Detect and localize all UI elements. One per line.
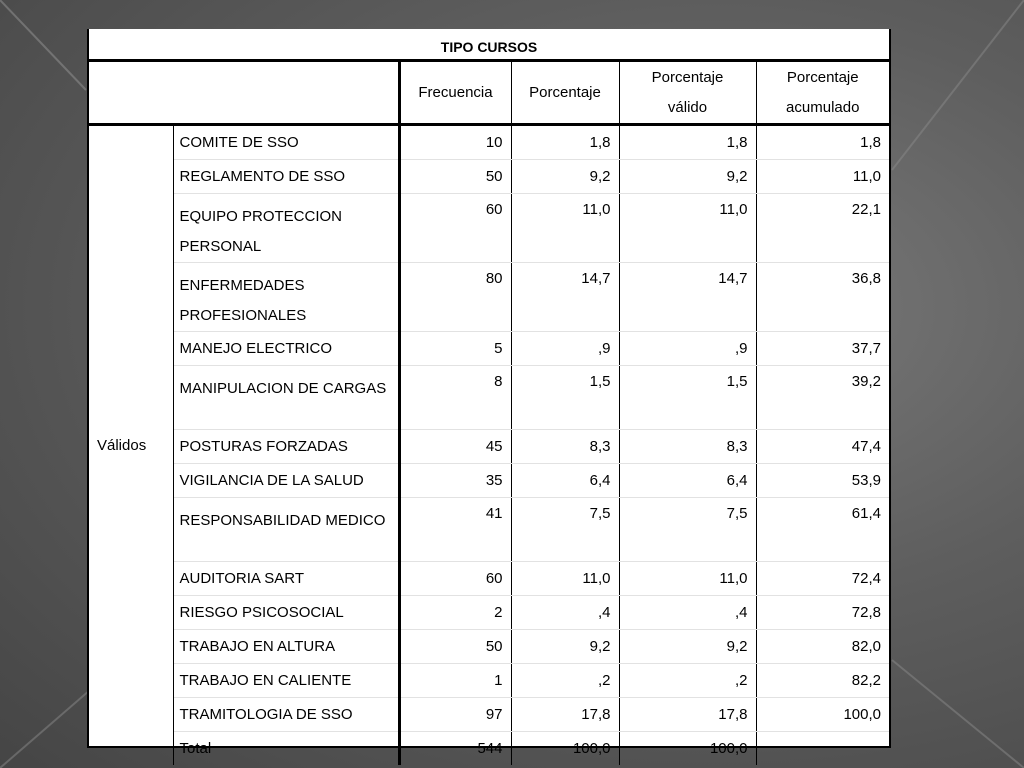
cell-porcentaje: 11,0 (511, 562, 619, 596)
row-label: EQUIPO PROTECCION PERSONAL (173, 194, 399, 263)
header-porcentaje-valido (619, 61, 756, 125)
cell-frecuencia: 80 (399, 263, 511, 332)
cell-porcentaje-acumulado: 61,4 (756, 498, 889, 562)
header-frecuencia: Frecuencia (399, 61, 511, 125)
cell-porcentaje: ,4 (511, 596, 619, 630)
cell-frecuencia-total: 544 (399, 732, 511, 766)
group-label-validos: Válidos (89, 125, 173, 766)
cell-porcentaje-acumulado: 82,0 (756, 630, 889, 664)
row-label: MANEJO ELECTRICO (173, 332, 399, 366)
cell-porcentaje: 1,5 (511, 366, 619, 430)
cell-frecuencia: 60 (399, 194, 511, 263)
cell-porcentaje: 9,2 (511, 160, 619, 194)
cell-porcentaje-valido: 1,5 (619, 366, 756, 430)
cell-porcentaje: 9,2 (511, 630, 619, 664)
cell-porcentaje-acumulado: 1,8 (756, 125, 889, 160)
frequency-table-card (87, 29, 891, 757)
frequency-table (89, 59, 889, 765)
header-porcentaje-valido-line1: Porcentaje (651, 68, 724, 86)
header-porcentaje-acumulado-line1: Porcentaje (786, 68, 859, 86)
cell-frecuencia: 60 (399, 562, 511, 596)
row-label: VIGILANCIA DE LA SALUD (173, 464, 399, 498)
cell-porcentaje-acumulado: 72,4 (756, 562, 889, 596)
cell-porcentaje-valido: 1,8 (619, 125, 756, 160)
table-title: TIPO CURSOS (440, 39, 538, 55)
cell-porcentaje-valido: 8,3 (619, 430, 756, 464)
row-label: RESPONSABILIDAD MEDICO (173, 498, 399, 562)
header-corner (89, 61, 399, 125)
cell-porcentaje-valido: 14,7 (619, 263, 756, 332)
table-body (89, 125, 889, 766)
cell-porcentaje-acumulado: 82,2 (756, 664, 889, 698)
cell-frecuencia: 8 (399, 366, 511, 430)
row-label: COMITE DE SSO (173, 125, 399, 160)
cell-porcentaje: ,2 (511, 664, 619, 698)
row-label: MANIPULACION DE CARGAS (173, 366, 399, 430)
row-label: TRAMITOLOGIA DE SSO (173, 698, 399, 732)
cell-porcentaje: 8,3 (511, 430, 619, 464)
header-porcentaje-valido-line2: válido (667, 98, 708, 116)
cell-porcentaje-valido: ,4 (619, 596, 756, 630)
cell-porcentaje: 14,7 (511, 263, 619, 332)
cell-porcentaje-acumulado: 37,7 (756, 332, 889, 366)
cell-porcentaje: 7,5 (511, 498, 619, 562)
row-label: RIESGO PSICOSOCIAL (173, 596, 399, 630)
cell-porcentaje-acumulado: 36,8 (756, 263, 889, 332)
cell-frecuencia: 10 (399, 125, 511, 160)
header-porcentaje-acumulado-line2: acumulado (786, 98, 860, 116)
cell-porcentaje: 11,0 (511, 194, 619, 263)
cell-porcentaje-acumulado: 11,0 (756, 160, 889, 194)
header-row (89, 61, 889, 125)
row-label-total: Total (173, 732, 399, 766)
cell-porcentaje-acumulado: 100,0 (756, 698, 889, 732)
cell-porcentaje-valido-total: 100,0 (619, 732, 756, 766)
cell-frecuencia: 50 (399, 630, 511, 664)
cell-porcentaje: 6,4 (511, 464, 619, 498)
cell-frecuencia: 50 (399, 160, 511, 194)
cell-porcentaje: 17,8 (511, 698, 619, 732)
cell-frecuencia: 35 (399, 464, 511, 498)
cell-porcentaje-valido: ,9 (619, 332, 756, 366)
cell-porcentaje-valido: ,2 (619, 664, 756, 698)
row-label: REGLAMENTO DE SSO (173, 160, 399, 194)
cell-frecuencia: 45 (399, 430, 511, 464)
cell-frecuencia: 97 (399, 698, 511, 732)
cell-porcentaje-valido: 11,0 (619, 562, 756, 596)
cell-porcentaje-valido: 6,4 (619, 464, 756, 498)
row-label: TRABAJO EN ALTURA (173, 630, 399, 664)
cell-porcentaje-acumulado: 53,9 (756, 464, 889, 498)
header-porcentaje: Porcentaje (511, 61, 619, 125)
cell-porcentaje-acumulado: 39,2 (756, 366, 889, 430)
cell-frecuencia: 41 (399, 498, 511, 562)
row-label: ENFERMEDADES PROFESIONALES (173, 263, 399, 332)
cell-porcentaje-total: 100,0 (511, 732, 619, 766)
cell-porcentaje: ,9 (511, 332, 619, 366)
cell-porcentaje-valido: 11,0 (619, 194, 756, 263)
cell-porcentaje-valido: 17,8 (619, 698, 756, 732)
cell-frecuencia: 5 (399, 332, 511, 366)
cell-porcentaje-acumulado: 72,8 (756, 596, 889, 630)
cell-porcentaje-acumulado-total (756, 732, 889, 766)
cell-porcentaje-valido: 9,2 (619, 160, 756, 194)
cell-porcentaje-valido: 7,5 (619, 498, 756, 562)
cell-porcentaje-acumulado: 22,1 (756, 194, 889, 263)
row-label: AUDITORIA SART (173, 562, 399, 596)
cell-porcentaje-acumulado: 47,4 (756, 430, 889, 464)
cell-porcentaje-valido: 9,2 (619, 630, 756, 664)
row-label: POSTURAS FORZADAS (173, 430, 399, 464)
header-porcentaje-acumulado (756, 61, 889, 125)
row-label: TRABAJO EN CALIENTE (173, 664, 399, 698)
cell-frecuencia: 1 (399, 664, 511, 698)
cell-porcentaje: 1,8 (511, 125, 619, 160)
cell-frecuencia: 2 (399, 596, 511, 630)
